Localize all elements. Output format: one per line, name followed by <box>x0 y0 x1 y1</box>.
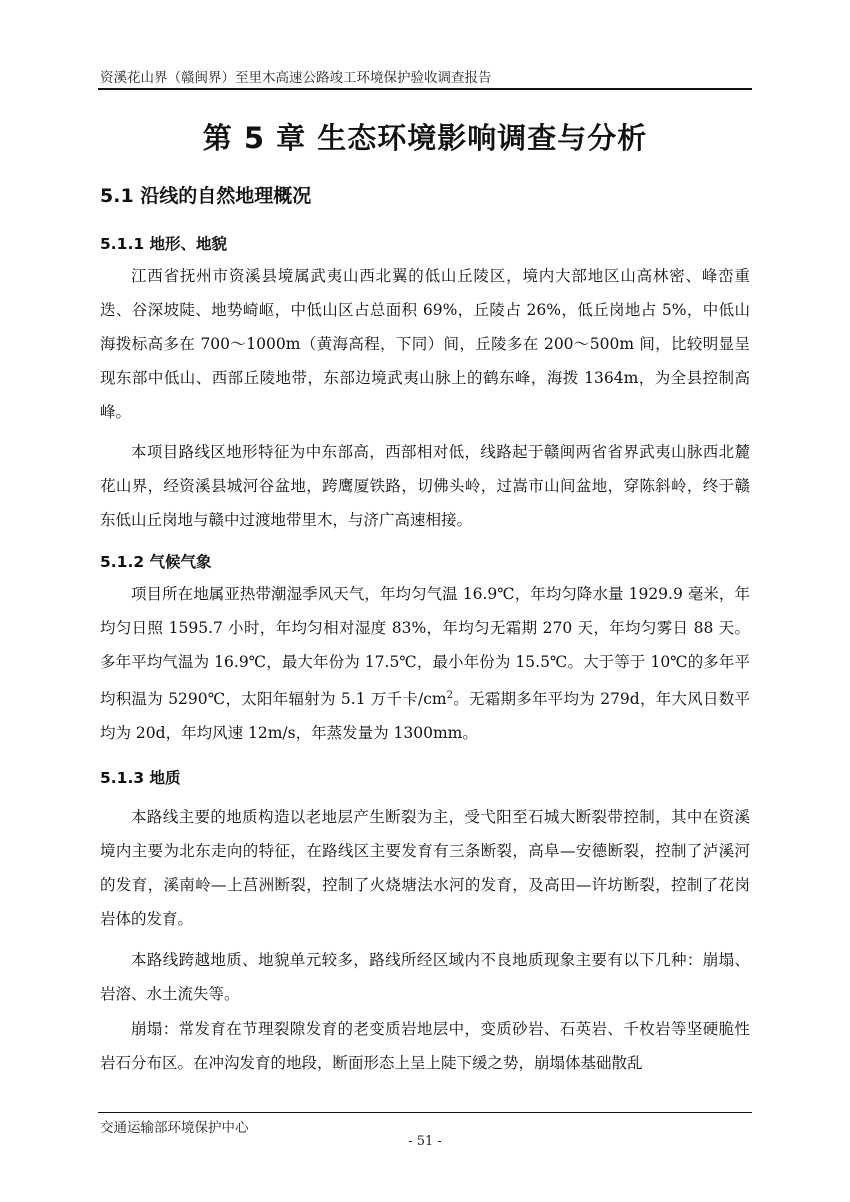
paragraph-adverse-geology: 本路线跨越地质、地貌单元较多，路线所经区域内不良地质现象主要有以下几种：崩塌、岩溶、水土流失等。 <box>100 951 750 1003</box>
paragraph-route-terrain: 本项目路线区地形特征为中东部高，西部相对低，线路起于赣闽两省省界武夷山脉西北麓花山界，经资溪县城河谷盆地，跨鹰厦铁路，切佛头岭，过嵩市山间盆地，穿陈斜岭，终于赣东低山丘岗地与赣中过渡地带里木，与济广高速相接。 <box>100 443 750 529</box>
page-number: - 51 - <box>408 1134 442 1149</box>
chapter-title: 第 5 章 生态环境影响调查与分析 <box>202 121 648 155</box>
climate-superscript: 2 <box>446 690 453 701</box>
section-heading-5-1-2: 5.1.2 气候气象 <box>100 553 212 571</box>
header-divider <box>98 88 752 90</box>
section-heading-5-1-3: 5.1.3 地质 <box>100 769 181 787</box>
section-heading-5-1-1: 5.1.1 地形、地貌 <box>100 235 228 253</box>
paragraph-terrain: 江西省抚州市资溪县境属武夷山西北翼的低山丘陵区，境内大部地区山高林密、峰峦重迭、谷深坡陡、地势崎岖，中低山区占总面积 69%，丘陵占 26%，低丘岗地占 5%，中低山海拨标高多在 700～1000m（黄海高程，下同）间，丘陵多在 200～500m 间，比较明显呈现东部中低山、西部丘陵地带，东部边境武夷山脉上的鹤东峰，海拨 1364m，为全县控制高峰。 <box>100 267 750 421</box>
running-header: 资溪花山界（赣闽界）至里木高速公路竣工环境保护验收调查报告 <box>100 70 492 86</box>
section-heading-5-1: 5.1 沿线的自然地理概况 <box>100 185 312 207</box>
paragraph-climate <box>100 577 750 750</box>
footer-organization: 交通运输部环境保护中心 <box>100 1120 249 1136</box>
paragraph-geology: 本路线主要的地质构造以老地层产生断裂为主，受弋阳至石城大断裂带控制，其中在资溪境内主要为北东走向的特征，在路线区主要发育有三条断裂，高阜—安德断裂，控制了泸溪河的发育，溪南岭—上莒洲断裂，控制了火烧塘法水河的发育，及高田—许坊断裂，控制了花岗岩体的发育。 <box>100 808 750 928</box>
paragraph-collapse: 崩塌：常发育在节理裂隙发育的老变质岩地层中，变质砂岩、石英岩、千枚岩等坚硬脆性岩石分布区。在冲沟发育的地段，断面形态上呈上陡下缓之势，崩塌体基础散乱 <box>100 1020 750 1072</box>
climate-text-part2: 。无霜期多年平均为 279d，年大风日数平均为 20d，年均风速 12m/s，年蒸发量为 1300mm。 <box>100 690 750 743</box>
footer-divider <box>98 1112 752 1113</box>
climate-text-part1: 项目所在地属亚热带潮湿季风天气，年均匀气温 16.9℃，年均匀降水量 1929.9 毫米，年均匀日照 1595.7 小时，年均匀相对湿度 83%，年均匀无霜期 270 天，年均匀雾日 88 天。多年平均气温为 16.9℃，最大年份为 17.5℃，最小年份为 15.5℃。大于等于 10℃的多年平均积温为 5290℃，太阳年辐射为 5.1 万千卡/cm <box>100 585 750 709</box>
